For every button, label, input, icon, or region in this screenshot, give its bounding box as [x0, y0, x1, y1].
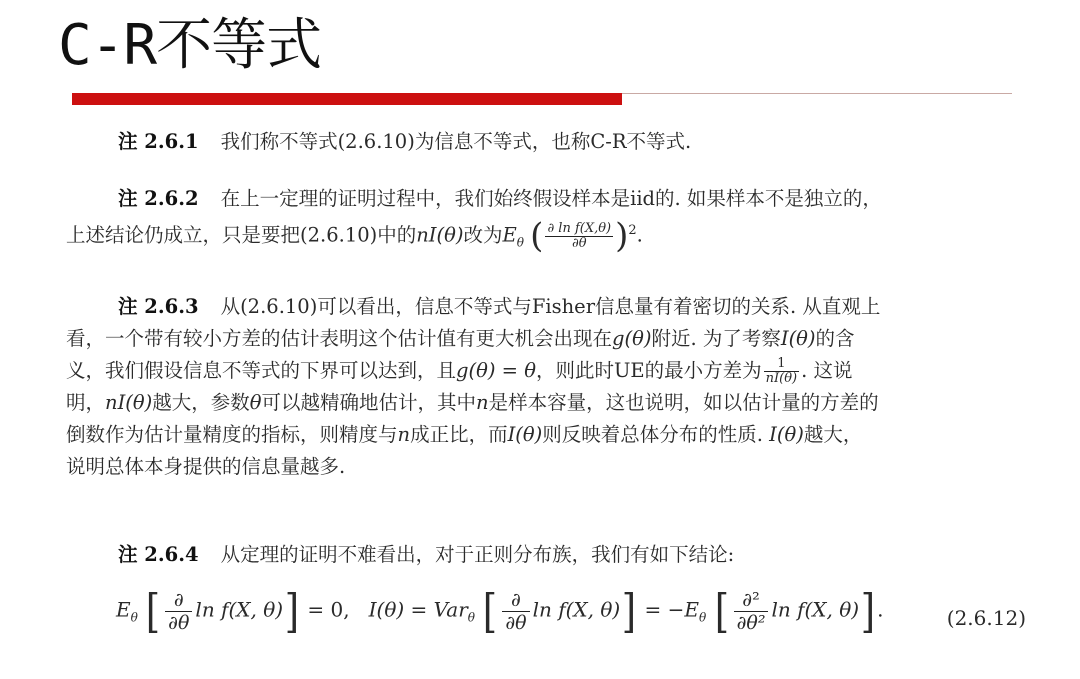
eq-term: I(θ) = Var — [368, 597, 468, 622]
math-inline: n — [397, 423, 411, 446]
math-inline: g(θ) — [612, 327, 652, 350]
note-2-6-3 — [66, 291, 1026, 483]
note-text: 明， — [66, 391, 106, 414]
slide-title: C-R不等式 — [58, 13, 322, 78]
note-2-6-2 — [66, 183, 1026, 258]
math-inline: nI(θ) — [416, 223, 464, 247]
eq-term: . — [877, 597, 884, 622]
note-text: ，则此时UE的最小方差为 — [535, 359, 762, 382]
note-text: 从(2.6.10)可以看出，信息不等式与Fisher信息量有着密切的关系. 从直观上 — [220, 295, 881, 318]
math-inline: E — [502, 223, 517, 247]
note-text: 附近. 为了考察 — [651, 327, 781, 350]
note-label: 注 2.6.2 — [118, 187, 199, 210]
math-inline: I(θ) — [507, 423, 543, 446]
eq-fraction: $\frac{\partial}{\partial\theta}$ — [502, 589, 529, 634]
math-inline: g(θ) = θ — [456, 359, 536, 382]
math-sub: θ — [516, 235, 524, 250]
note-text: 是样本容量，这也说明，如以估计量的方差的 — [488, 391, 879, 414]
note-text: 看，一个带有较小方差的估计表明这个估计值有更大机会出现在 — [66, 327, 613, 350]
note-text: 改为 — [463, 223, 503, 247]
eq-fraction: $\frac{\text{∂²}}{\text{∂θ²}}$ — [734, 589, 769, 634]
note-text: 则反映着总体分布的性质. — [542, 423, 770, 446]
eq-sub: θ — [699, 610, 707, 625]
eq-bracket: [ — [714, 584, 729, 638]
note-2-6-4 — [66, 539, 1078, 571]
note-text: 义，我们假设信息不等式的下界可以达到，且 — [66, 359, 457, 382]
eq-bracket: [ — [483, 584, 498, 638]
math-exponent: 2 — [628, 223, 637, 238]
note-text: 越大， — [803, 423, 863, 446]
note-text: 我们称不等式(2.6.10)为信息不等式，也称C-R不等式. — [220, 130, 692, 153]
eq-bracket: ] — [622, 584, 637, 638]
note-text: 成正比，而 — [410, 423, 508, 446]
eq-sub: θ — [467, 610, 476, 625]
note-text: 的含 — [815, 327, 855, 350]
math-inline: I(θ) — [780, 327, 816, 350]
note-text: 越大，参数 — [152, 391, 250, 414]
math-fraction: $\frac{\text{∂ ln f(X,θ)}}{\partial\theta}$ — [547, 220, 612, 251]
eq-term: = −E — [644, 597, 700, 622]
note-text: . 这说 — [801, 359, 853, 382]
math-paren: ( — [530, 216, 544, 256]
note-text: 说明总体本身提供的信息量越多. — [66, 455, 346, 478]
note-label: 注 2.6.3 — [118, 295, 199, 318]
math-inline: θ — [249, 391, 262, 414]
math-inline: n — [476, 391, 489, 414]
equation-number: (2.6.12) — [946, 606, 1026, 630]
eq-symbol: E — [116, 597, 131, 622]
eq-bracket: ] — [860, 584, 876, 638]
eq-fraction: $\frac{\partial}{\partial\theta}$ — [165, 589, 192, 634]
note-text: 可以越精确地估计，其中 — [261, 391, 477, 414]
accent-bar — [72, 93, 622, 105]
punct: . — [636, 223, 643, 247]
math-inline: nI(θ) — [105, 391, 153, 414]
eq-bracket: [ — [145, 584, 161, 638]
note-label: 注 2.6.4 — [118, 543, 199, 566]
note-text: 在上一定理的证明过程中，我们始终假设样本是iid的. 如果样本不是独立的， — [220, 187, 882, 210]
note-text: 倒数作为估计量精度的指标，则精度与 — [66, 423, 398, 446]
eq-term: ln f(X, θ) — [195, 597, 284, 622]
note-text: 从定理的证明不难看出，对于正则分布族，我们有如下结论: — [220, 543, 735, 566]
display-equation — [116, 584, 1026, 648]
note-text: 上述结论仍成立，只是要把(2.6.10)中的 — [66, 223, 417, 247]
note-2-6-1 — [66, 126, 691, 158]
eq-term: ln f(X, θ) — [532, 597, 621, 622]
eq-bracket: ] — [284, 584, 300, 638]
note-label: 注 2.6.1 — [118, 130, 199, 153]
eq-sub: θ — [130, 610, 138, 625]
eq-term: ln f(X, θ) — [771, 597, 860, 622]
math-paren: ) — [615, 216, 629, 256]
math-fraction: $\frac{1}{nI(\theta)}$ — [765, 356, 798, 386]
math-inline: I(θ) — [769, 423, 804, 446]
eq-term: = 0, — [307, 597, 350, 622]
